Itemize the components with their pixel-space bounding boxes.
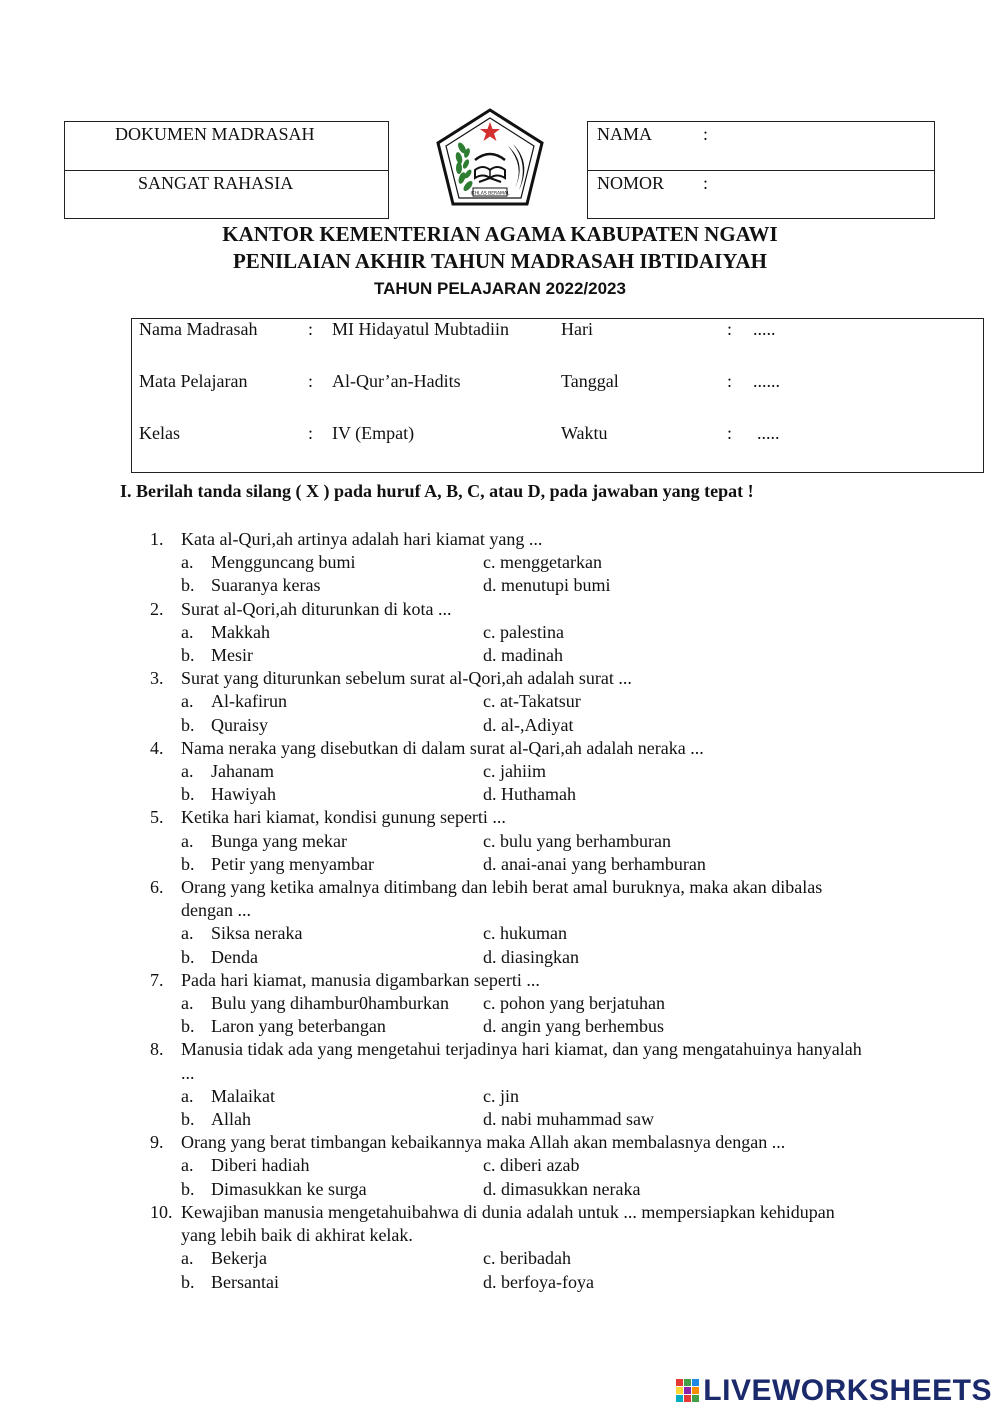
confidential-label: SANGAT RAHASIA: [138, 173, 294, 193]
exam-title: PENILAIAN AKHIR TAHUN MADRASAH IBTIDAIYAH: [232, 249, 768, 273]
liveworksheets-logo-icon: [675, 1377, 701, 1405]
day-label: Hari: [561, 319, 593, 339]
option-c[interactable]: c. diberi azab: [483, 1155, 580, 1176]
option-b[interactable]: Denda: [211, 946, 258, 967]
option-c[interactable]: c. hukuman: [483, 923, 567, 944]
info-colon: :: [727, 423, 733, 443]
option-d[interactable]: d. nabi muhammad saw: [483, 1109, 654, 1130]
option-b[interactable]: Hawiyah: [211, 784, 276, 805]
name-field[interactable]: :: [703, 124, 709, 144]
question-number: 2.: [150, 598, 164, 619]
question-item: [150, 1131, 870, 1201]
logo-caption: IKHLAS BERAMAL: [470, 191, 510, 197]
question-number: 6.: [150, 877, 164, 898]
option-c[interactable]: c. pohon yang berjatuhan: [483, 993, 665, 1014]
option-letter[interactable]: b.: [181, 784, 195, 805]
option-c[interactable]: c. jahiim: [483, 761, 546, 782]
question-number: 8.: [150, 1039, 164, 1060]
info-colon: :: [308, 319, 314, 339]
number-label: NOMOR: [597, 173, 665, 193]
question-item: [150, 598, 870, 668]
header-left-top-box: [64, 121, 389, 171]
option-a[interactable]: Makkah: [211, 621, 270, 642]
question-number: 5.: [150, 807, 164, 828]
date-value[interactable]: ......: [753, 371, 780, 391]
question-number: 4.: [150, 737, 164, 758]
school-name-label: Nama Madrasah: [139, 319, 258, 339]
option-d[interactable]: d. angin yang berhembus: [483, 1016, 664, 1037]
office-title: KANTOR KEMENTERIAN AGAMA KABUPATEN NGAWI: [222, 222, 778, 246]
option-letter[interactable]: a.: [181, 1248, 194, 1269]
option-letter[interactable]: b.: [181, 714, 195, 735]
question-item: [150, 969, 870, 1039]
option-letter[interactable]: a.: [181, 621, 194, 642]
option-a[interactable]: Diberi hadiah: [211, 1155, 310, 1176]
option-letter[interactable]: a.: [181, 761, 194, 782]
option-d[interactable]: d. berfoya-foya: [483, 1271, 594, 1292]
question-item: [150, 806, 870, 876]
question-text: Nama neraka yang disebutkan di dalam surat al-Qari,ah adalah neraka ...: [181, 737, 704, 758]
option-b[interactable]: Mesir: [211, 645, 253, 666]
option-a[interactable]: Al-kafirun: [211, 691, 287, 712]
question-list: [150, 528, 870, 1294]
question-item: [150, 528, 870, 598]
academic-year-title: TAHUN PELAJARAN 2022/2023: [374, 279, 626, 298]
question-text: Manusia tidak ada yang mengetahui terjadinya hari kiamat, dan yang mengatahuinya hanyalah ...: [181, 1039, 862, 1083]
question-text: Orang yang berat timbangan kebaikannya maka Allah akan membalasnya dengan ...: [181, 1132, 786, 1153]
option-d[interactable]: d. menutupi bumi: [483, 575, 611, 596]
info-colon: :: [727, 371, 733, 391]
option-letter[interactable]: b.: [181, 1271, 195, 1292]
option-d[interactable]: d. diasingkan: [483, 946, 579, 967]
option-d[interactable]: d. madinah: [483, 645, 563, 666]
option-letter[interactable]: b.: [181, 645, 195, 666]
subject-label: Mata Pelajaran: [139, 371, 248, 391]
question-text: Surat al-Qori,ah diturunkan di kota ...: [181, 598, 452, 619]
option-b[interactable]: Petir yang menyambar: [211, 853, 374, 874]
header-right-top-box: [587, 121, 935, 171]
question-item: [150, 737, 870, 807]
option-c[interactable]: c. at-Takatsur: [483, 691, 581, 712]
question-number: 1.: [150, 529, 164, 549]
question-item: [150, 1038, 870, 1131]
question-text: Surat yang diturunkan sebelum surat al-Qori,ah adalah surat ...: [181, 668, 632, 689]
option-letter[interactable]: b.: [181, 853, 195, 874]
option-c[interactable]: c. bulu yang berhamburan: [483, 830, 671, 851]
option-a[interactable]: Bekerja: [211, 1248, 267, 1269]
option-c[interactable]: c. beribadah: [483, 1248, 571, 1269]
class-value: IV (Empat): [332, 423, 415, 443]
option-b[interactable]: Bersantai: [211, 1271, 279, 1292]
document-type-label: DOKUMEN MADRASAH: [115, 124, 315, 144]
question-text: Ketika hari kiamat, kondisi gunung seperti ...: [181, 807, 506, 828]
question-item: [150, 1201, 870, 1294]
option-letter[interactable]: a.: [181, 1155, 194, 1176]
option-letter[interactable]: a.: [181, 691, 194, 712]
question-number: 9.: [150, 1132, 164, 1153]
option-letter[interactable]: b.: [181, 946, 195, 967]
time-label: Waktu: [561, 423, 608, 443]
option-d[interactable]: d. al-,Adiyat: [483, 714, 574, 735]
option-letter[interactable]: a.: [181, 830, 194, 851]
exam-info-box: [131, 318, 984, 473]
question-text: Pada hari kiamat, manusia digambarkan seperti ...: [181, 969, 540, 990]
option-letter[interactable]: a.: [181, 923, 194, 944]
name-label: NAMA: [597, 124, 653, 144]
option-d[interactable]: d. Huthamah: [483, 784, 576, 805]
option-d[interactable]: d. dimasukkan neraka: [483, 1178, 641, 1199]
section-instruction: I. Berilah tanda silang ( X ) pada huruf A, B, C, atau D, pada jawaban yang tepat !: [120, 481, 754, 501]
option-b[interactable]: Quraisy: [211, 714, 268, 735]
option-letter[interactable]: b.: [181, 1016, 195, 1037]
info-colon: :: [727, 319, 733, 339]
option-a[interactable]: Jahanam: [211, 761, 274, 782]
option-b[interactable]: Allah: [211, 1109, 251, 1130]
option-letter[interactable]: a.: [181, 552, 194, 573]
watermark-text: LIVEWORKSHEETS: [703, 1374, 992, 1407]
question-text: Kewajiban manusia mengetahuibahwa di dunia adalah untuk ... mempersiapkan kehidupan yang lebih baik di akhirat kelak.: [181, 1201, 835, 1246]
option-a[interactable]: Bulu yang dihambur0hamburkan: [211, 993, 449, 1014]
question-text: Orang yang ketika amalnya ditimbang dan lebih berat amal buruknya, maka akan dibalas dengan ...: [181, 877, 823, 921]
question-number: 3.: [150, 668, 164, 689]
option-b[interactable]: Suaranya keras: [211, 575, 321, 596]
school-name-value: MI Hidayatul Mubtadiin: [332, 319, 509, 339]
day-value[interactable]: .....: [753, 319, 776, 339]
question-text: Kata al-Quri,ah artinya adalah hari kiamat yang ...: [181, 529, 543, 549]
header-right-bottom-box: [587, 170, 935, 219]
info-colon: :: [308, 423, 314, 443]
question-number: 10.: [150, 1201, 173, 1222]
number-field[interactable]: :: [703, 173, 709, 193]
time-value[interactable]: .....: [757, 423, 780, 443]
option-a[interactable]: Siksa neraka: [211, 923, 303, 944]
option-d[interactable]: d. anai-anai yang berhamburan: [483, 853, 706, 874]
question-number: 7.: [150, 969, 164, 990]
header-left-bottom-box: [64, 170, 389, 219]
ministry-logo: [435, 108, 545, 208]
option-letter[interactable]: b.: [181, 1178, 195, 1199]
option-c[interactable]: c. menggetarkan: [483, 552, 602, 573]
subject-value: Al-Qur’an-Hadits: [332, 371, 461, 391]
option-a[interactable]: Malaikat: [211, 1085, 275, 1106]
class-label: Kelas: [139, 423, 180, 443]
option-c[interactable]: c. jin: [483, 1085, 520, 1106]
option-letter[interactable]: a.: [181, 993, 194, 1014]
option-b[interactable]: Dimasukkan ke surga: [211, 1178, 367, 1199]
option-letter[interactable]: b.: [181, 1109, 195, 1130]
info-colon: :: [308, 371, 314, 391]
option-letter[interactable]: a.: [181, 1085, 194, 1106]
question-item: [150, 667, 870, 737]
option-letter[interactable]: b.: [181, 575, 195, 596]
date-label: Tanggal: [561, 371, 619, 391]
option-b[interactable]: Laron yang beterbangan: [211, 1016, 386, 1037]
option-c[interactable]: c. palestina: [483, 621, 564, 642]
question-item: [150, 876, 870, 969]
option-a[interactable]: Mengguncang bumi: [211, 552, 356, 573]
liveworksheets-watermark: [675, 1374, 992, 1408]
option-a[interactable]: Bunga yang mekar: [211, 830, 347, 851]
